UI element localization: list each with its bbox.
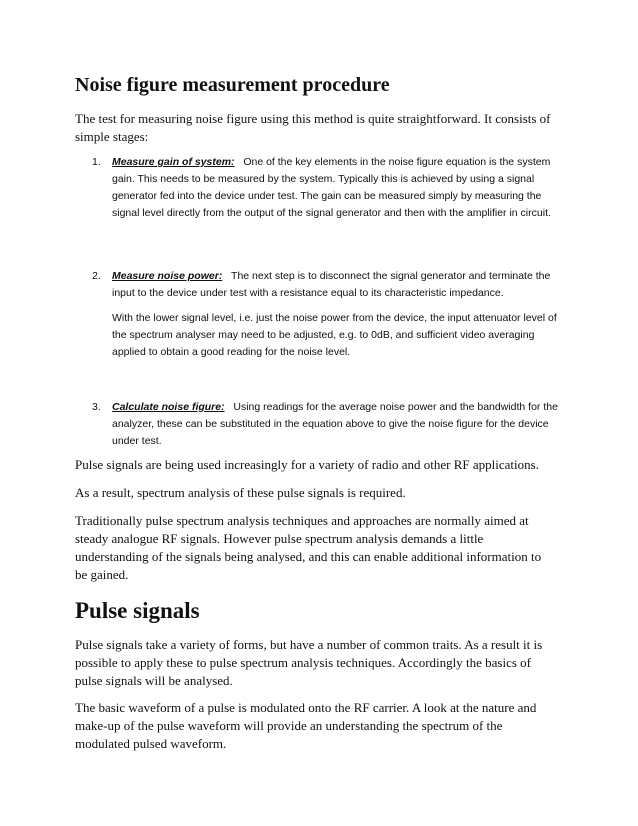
- step-lead: Measure gain of system:: [112, 156, 235, 168]
- step-lead: Calculate noise figure:: [112, 401, 225, 413]
- paragraph-pulse-forms: Pulse signals take a variety of forms, but have a number of common traits. As a result it is possible to apply these to pulse spectrum analysis techniques. Accordingly the basics of pulse signals will be analysed.: [75, 637, 543, 688]
- list-number: 3.: [92, 401, 101, 413]
- step-text: The next step is to disconnect the signal generator and terminate the input to the device under test with a resistance equal to its characteristic impedance.: [112, 270, 551, 299]
- list-item-step-2: [92, 268, 562, 302]
- heading-pulse-signals: Pulse signals: [75, 598, 200, 623]
- step-2-extra-paragraph: With the lower signal level, i.e. just the noise power from the device, the input attenuator level of the spectrum analyser may need to be adjusted, e.g. to 0dB, and sufficient video averaging applied to obtain a good reading for the noise level.: [112, 312, 557, 358]
- list-number: 1.: [92, 156, 101, 168]
- list-number: 2.: [92, 270, 101, 282]
- paragraph-traditional-techniques: Traditionally pulse spectrum analysis techniques and approaches are normally aimed at steady analogue RF signals. However pulse spectrum analysis demands a little understanding of the signals being analysed, and this can enable additional information to be gained.: [75, 513, 542, 582]
- list-item-step-3: [92, 399, 562, 450]
- step-lead: Measure noise power:: [112, 270, 223, 282]
- step-text: Using readings for the average noise power and the bandwidth for the analyzer, these can be substituted in the equation above to give the noise figure for the device under test.: [112, 401, 558, 447]
- list-item-step-1: [92, 154, 562, 222]
- paragraph-pulse-signals-used: Pulse signals are being used increasingly for a variety of radio and other RF applications.: [75, 457, 539, 472]
- heading-noise-figure-procedure: Noise figure measurement procedure: [75, 74, 390, 96]
- paragraph-basic-waveform: The basic waveform of a pulse is modulated onto the RF carrier. A look at the nature and make-up of the pulse waveform will provide an understanding the spectrum of the modulated pulsed waveform.: [75, 700, 537, 751]
- paragraph-spectrum-analysis-required: As a result, spectrum analysis of these pulse signals is required.: [75, 485, 406, 500]
- intro-paragraph: The test for measuring noise figure using this method is quite straightforward. It consists of simple stages:: [75, 111, 551, 144]
- step-text: One of the key elements in the noise figure equation is the system gain. This needs to be measured by the system. Typically this is achieved by using a signal generator fed into the device under test. The gain can be measured simply by measuring the signal level directly from the output of the signal generator and then with the amplifier in circuit.: [112, 156, 551, 219]
